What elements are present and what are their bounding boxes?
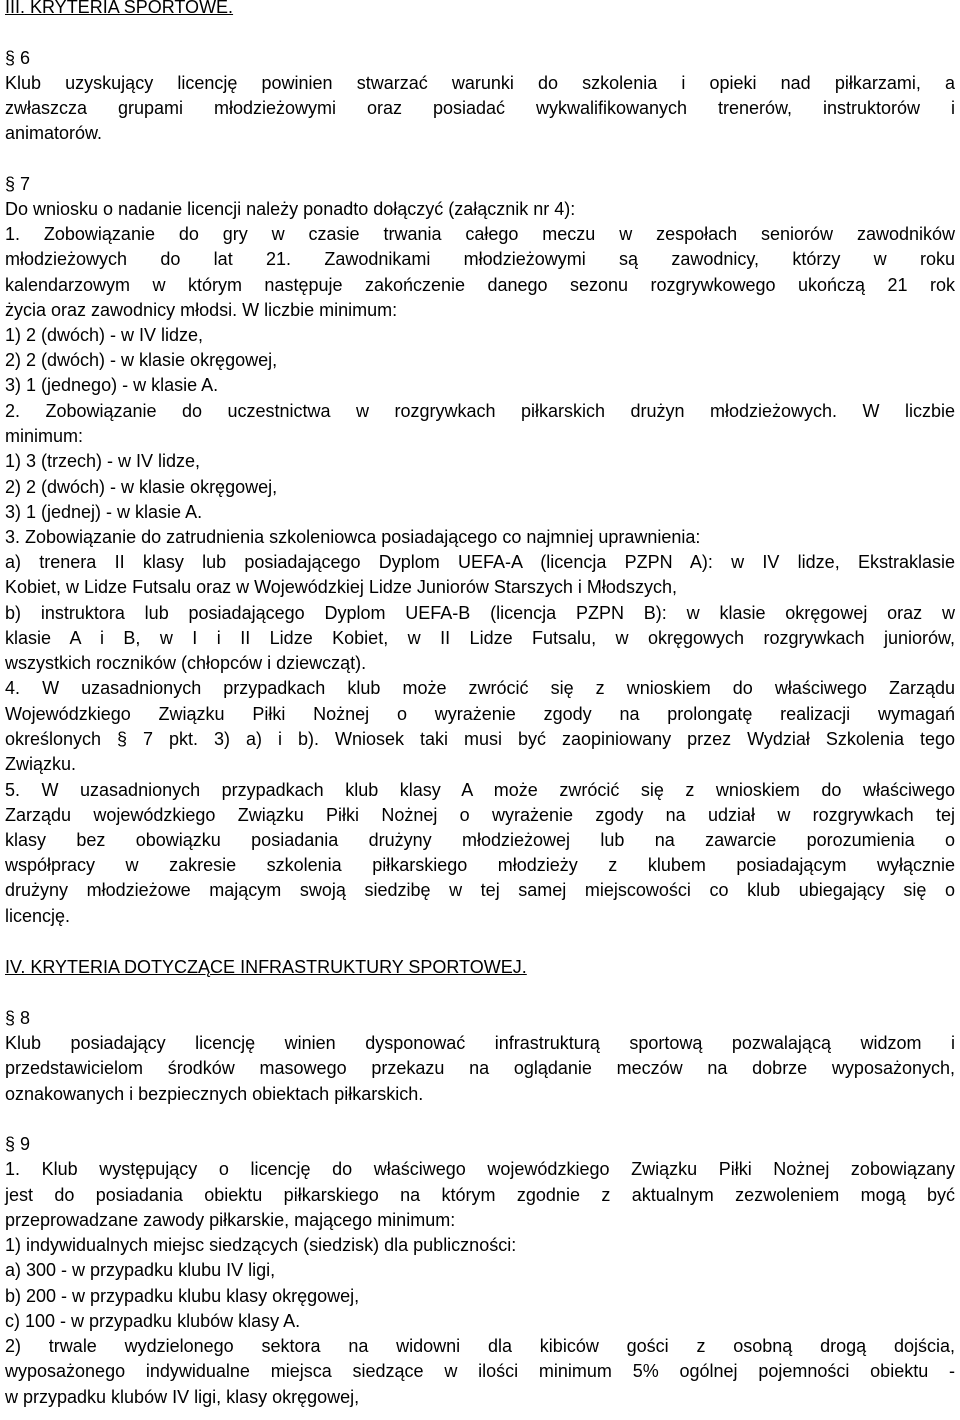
text-line: animatorów. [5, 123, 103, 143]
text-line: młodzieżowych do lat 21. Zawodnikami młodzieżowymi są zawodnicy, którzy w roku [5, 249, 955, 269]
text-line: Wojewódzkiego Związku Piłki Nożnej o wyrażenie zgody na prolongatę realizacji wymagań [5, 704, 955, 724]
text-line: wyposażonego indywidualne miejsca siedzące w ilości minimum 5% ogólnej pojemności obiektu - [5, 1361, 955, 1381]
text-line: przedstawicielom środków masowego przekazu na oglądanie meczów na dobrze wyposażonych, [5, 1058, 955, 1078]
text-line: 2) 2 (dwóch) - w klasie okręgowej, [5, 477, 278, 497]
text-line: 3. Zobowiązanie do zatrudnienia szkoleniowca posiadającego co najmniej uprawnienia: [5, 527, 701, 547]
text-line: a) 300 - w przypadku klubu IV ligi, [5, 1260, 276, 1280]
chapter-heading: III. KRYTERIA SPORTOWE. [5, 0, 234, 17]
text-line: 1. Klub występujący o licencję do właściwego wojewódzkiego Związku Piłki Nożnej zobowiązany [5, 1159, 955, 1179]
text-line: kalendarzowym w którym następuje zakończenie danego sezonu rozgrywkowego ukończą 21 rok [5, 275, 955, 295]
text-line: 2. Zobowiązanie do uczestnictwa w rozgrywkach piłkarskich drużyn młodzieżowych. W liczbie [5, 401, 955, 421]
text-line: współpracy w zakresie szkolenia piłkarskiego młodzieży z klubem posiadającym wyłącznie [5, 855, 955, 875]
text-line: a) trenera II klasy lub posiadającego Dyplom UEFA-A (licencja PZPN A): w IV lidze, Ekstraklasie [5, 552, 955, 572]
section-number: § 8 [5, 1008, 31, 1028]
text-line: 1. Zobowiązanie do gry w czasie trwania całego meczu w zespołach seniorów zawodników [5, 224, 955, 244]
text-line: 5. W uzasadnionych przypadkach klub klasy A może zwrócić się z wnioskiem do właściwego [5, 780, 955, 800]
text-line: 4. W uzasadnionych przypadkach klub może zwrócić się z wnioskiem do właściwego Zarządu [5, 678, 955, 698]
text-line: Związku. [5, 754, 77, 774]
text-line: Klub posiadający licencję winien dysponować infrastrukturą sportową pozwalającą widzom i [5, 1033, 955, 1053]
text-line: 3) 1 (jednej) - w klasie A. [5, 502, 203, 522]
text-line: 1) indywidualnych miejsc siedzących (siedzisk) dla publiczności: [5, 1235, 517, 1255]
text-line: drużyny młodzieżowe mającym swoją siedzibę w tej samej miejscowości co klub ubiegający się o [5, 880, 955, 900]
text-line: zwłaszcza grupami młodzieżowymi oraz posiadać wykwalifikowanych trenerów, instruktorów i [5, 98, 955, 118]
chapter-heading: IV. KRYTERIA DOTYCZĄCE INFRASTRUKTURY SPORTOWEJ. [5, 957, 527, 977]
text-line: Zarządu wojewódzkiego Związku Piłki Nożnej o wyrażenie zgody na udział w rozgrywkach tej [5, 805, 955, 825]
text-line: Kobiet, w Lidze Futsalu oraz w Wojewódzkiej Lidze Juniorów Starszych i Młodszych, [5, 577, 677, 597]
text-line: b) instruktora lub posiadającego Dyplom UEFA-B (licencja PZPN B): w klasie okręgowej oraz w [5, 603, 955, 623]
section-number: § 7 [5, 174, 31, 194]
text-line: wszystkich roczników (chłopców i dziewcząt). [5, 653, 367, 673]
text-line: Klub uzyskujący licencję powinien stwarzać warunki do szkolenia i opieki nad piłkarzami, a [5, 73, 955, 93]
text-line: przeprowadzane zawody piłkarskie, mającego minimum: [5, 1210, 456, 1230]
text-line: 3) 1 (jednego) - w klasie A. [5, 375, 219, 395]
text-line: określonych § 7 pkt. 3) a) i b). Wniosek taki musi być zaopiniowany przez Wydział Szkolenia tego [5, 729, 955, 749]
section-number: § 9 [5, 1134, 31, 1154]
text-line: klasie A i B, w I i II Lidze Kobiet, w II Lidze Futsalu, w okręgowych rozgrywkach juniorów, [5, 628, 955, 648]
text-line: minimum: [5, 426, 84, 446]
text-line: 2) 2 (dwóch) - w klasie okręgowej, [5, 350, 278, 370]
text-line: b) 200 - w przypadku klubu klasy okręgowej, [5, 1286, 360, 1306]
section-number: § 6 [5, 48, 31, 68]
text-line: w przypadku klubów IV ligi, klasy okręgowej, [5, 1387, 360, 1407]
text-line: licencję. [5, 906, 71, 926]
text-line: Do wniosku o nadanie licencji należy ponadto dołączyć (załącznik nr 4): [5, 199, 576, 219]
text-line: klasy bez obowiązku posiadania drużyny młodzieżowej lub na zawarcie porozumienia o [5, 830, 955, 850]
text-line: jest do posiadania obiektu piłkarskiego na którym zgodnie z aktualnym zezwoleniem mogą być [5, 1185, 955, 1205]
text-line: 2) trwale wydzielonego sektora na widowni dla kibiców gości z osobną drogą dojścia, [5, 1336, 955, 1356]
text-line: 1) 3 (trzech) - w IV lidze, [5, 451, 201, 471]
text-line: oznakowanych i bezpiecznych obiektach piłkarskich. [5, 1084, 424, 1104]
text-line: życia oraz zawodnicy młodsi. W liczbie minimum: [5, 300, 398, 320]
text-line: c) 100 - w przypadku klubów klasy A. [5, 1311, 301, 1331]
text-line: 1) 2 (dwóch) - w IV lidze, [5, 325, 204, 345]
